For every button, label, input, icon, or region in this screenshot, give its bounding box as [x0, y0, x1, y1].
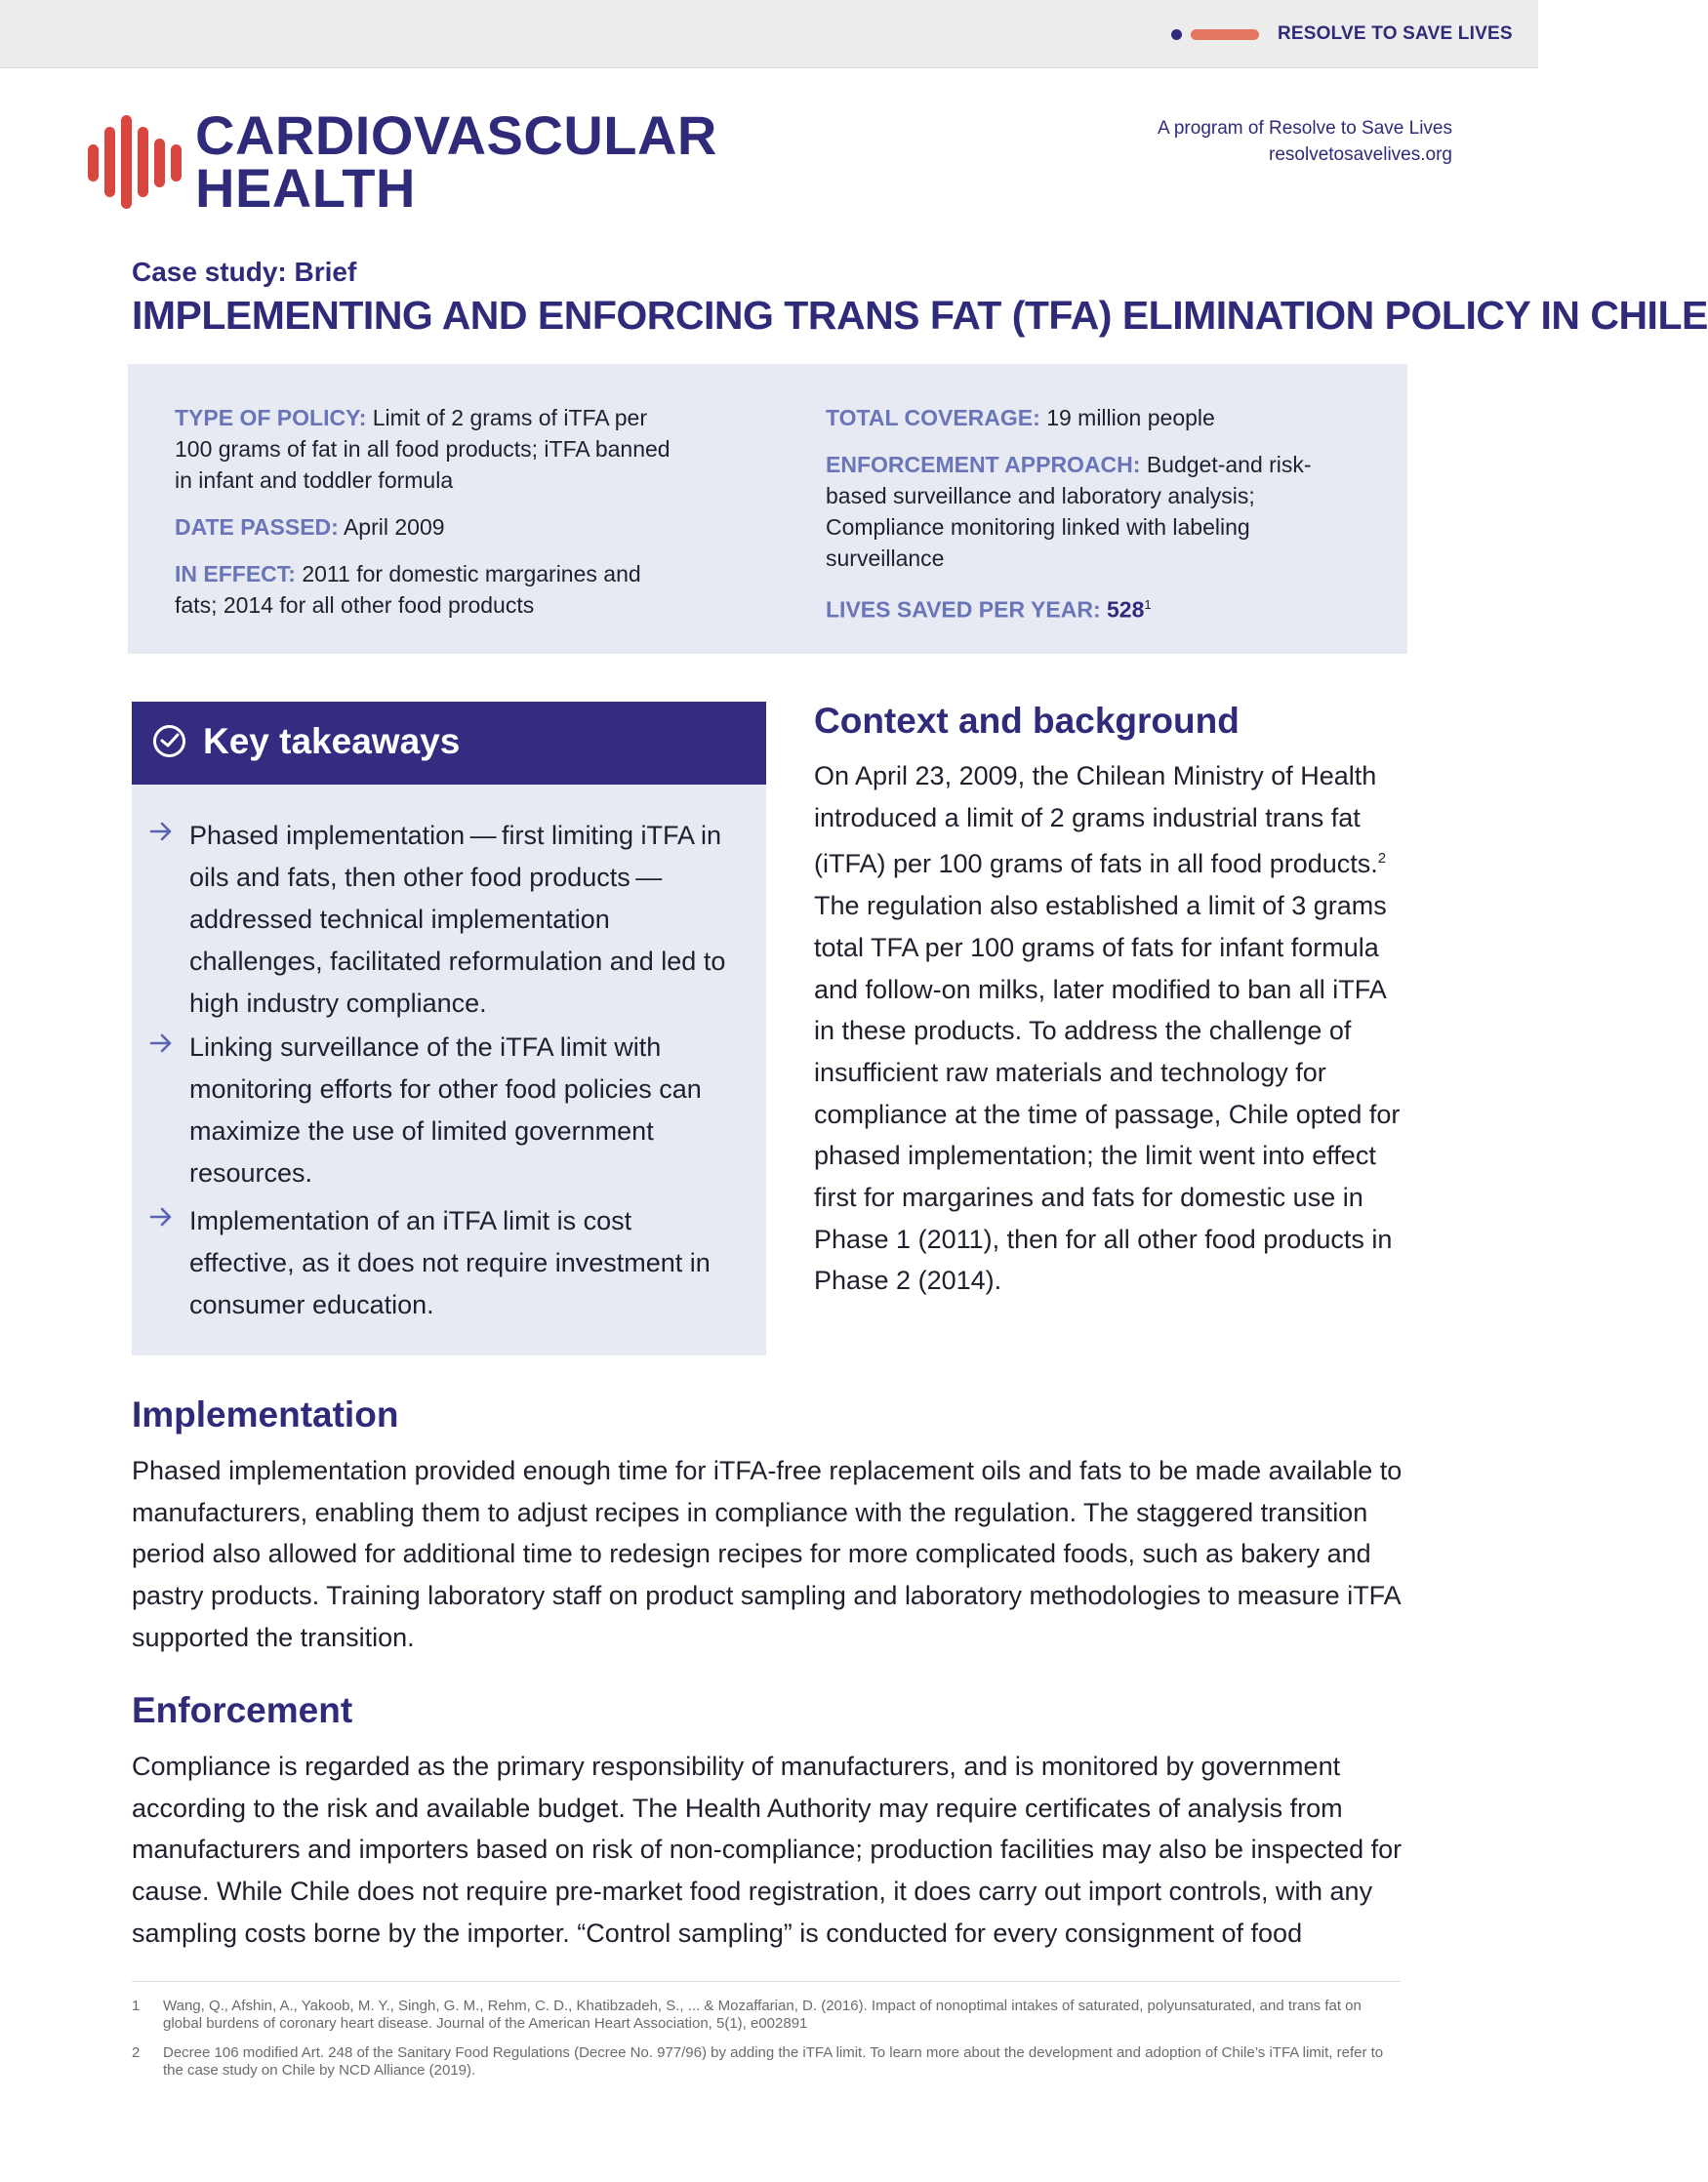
total-coverage-key: TOTAL COVERAGE: — [826, 405, 1040, 430]
heartbeat-bars-icon — [88, 115, 182, 209]
policy-right-column — [826, 402, 1372, 641]
type-of-policy-key: TYPE OF POLICY: — [175, 405, 367, 430]
takeaway-text: Implementation of an iTFA limit is cost effective, as it does not require investment in consumer education. — [189, 1206, 711, 1319]
footnote-number: 2 — [132, 2044, 141, 2061]
arrow-right-icon — [149, 1032, 173, 1054]
context-heading: Context and background — [814, 701, 1240, 741]
enforcement-approach-value: Budget-and risk-based surveillance and laboratory analysis; Compliance monitoring linked with labeling surveillance — [826, 452, 1312, 571]
program-tagline: A program of Resolve to Save Lives — [1157, 118, 1452, 139]
implementation-heading: Implementation — [132, 1394, 399, 1434]
page-title: IMPLEMENTING AND ENFORCING TRANS FAT (TFA) ELIMINATION POLICY IN CHILE — [132, 293, 1708, 338]
context-paragraph — [814, 755, 1409, 1302]
in-effect-value: 2011 for domestic margarines and fats; 2014 for all other food products — [175, 561, 641, 618]
takeaway-text: Linking surveillance of the iTFA limit with monitoring efforts for other food policies can maximize the use of limited government resources. — [189, 1032, 702, 1188]
program-logo — [195, 104, 717, 219]
enforcement-approach-key: ENFORCEMENT APPROACH: — [826, 452, 1141, 477]
program-info — [1158, 115, 1452, 168]
date-passed-key: DATE PASSED: — [175, 514, 339, 540]
top-bar — [0, 0, 1538, 68]
in-effect-key: IN EFFECT: — [175, 561, 296, 586]
enforcement-heading: Enforcement — [132, 1690, 353, 1730]
context-text-b: The regulation also established a limit of 3 grams total TFA per 100 grams of fats for infant formula and follow-on milks, later modified to ban all iTFA in these products. To address the challenge of insufficient raw materials and technology for compliance at the time of passage, Chile opted for phased implementation; the limit went into effect first for margarines and fats for domestic use in Phase 1 (2011), then for all other food products in Phase 2 (2014). — [814, 891, 1401, 1296]
policy-summary-box — [128, 364, 1407, 654]
footnote-text: Decree 106 modified Art. 248 of the Sanitary Food Regulations (Decree No. 977/96) by adding the iTFA limit. To learn more about the development and adoption of Chile’s iTFA limit, refer to the case study on Chile by NCD Alliance (2019). — [163, 2044, 1384, 2079]
total-coverage-value: 19 million people — [1046, 405, 1215, 430]
lives-saved-value: 528 — [1107, 596, 1145, 623]
arrow-right-icon — [149, 1206, 173, 1228]
takeaway-text: Phased implementation — first limiting iTFA in oils and fats, then other food products — addressed technical implementation challenges, facilitated reformulation and led to high industry compliance. — [189, 821, 726, 1018]
footnote-ref-2[interactable]: 2 — [1377, 850, 1387, 868]
brand-dot-icon — [1171, 29, 1182, 40]
logo-line-1: CARDIOVASCULAR — [195, 104, 717, 166]
enforcement-paragraph: Compliance is regarded as the primary responsibility of manufacturers, and is monitored by government according to the risk and available budget. The Health Authority may require certificates of analysis from manufacturers and importers based on risk of non-compliance; production facilities may also be inspected for cause. While Chile does not require pre-market food registration, it does carry out import controls, with any sampling costs borne by the importer. “Control sampling” is conducted for every consignment of food — [132, 1752, 1403, 1948]
footnote-number: 1 — [132, 1998, 141, 2014]
brand-pill-icon — [1191, 29, 1259, 40]
footnote-text: Wang, Q., Afshin, A., Yakoob, M. Y., Singh, G. M., Rehm, C. D., Khatibzadeh, S., ... & Mozaffarian, D. (2016). Impact of nonoptimal intakes of saturated, polyunsaturated, and trans fat on global burdens of coronary heart disease. Journal of the American Heart Association, 5(1), e002891 — [163, 1998, 1362, 2032]
date-passed-value: April 2009 — [343, 514, 445, 540]
footnote-divider — [132, 1981, 1401, 1982]
top-brand-label: RESOLVE TO SAVE LIVES — [1278, 23, 1513, 44]
policy-left-column — [175, 402, 682, 636]
key-takeaways-header — [132, 702, 766, 785]
key-takeaways-list — [132, 785, 766, 1355]
type-of-policy-value: Limit of 2 grams of iTFA per 100 grams of fat in all food products; iTFA banned in infant and toddler formula — [175, 405, 671, 493]
check-circle-icon — [153, 725, 185, 757]
program-url-link[interactable]: resolvetosavelives.org — [1269, 144, 1452, 165]
case-label: Case study: Brief — [132, 257, 357, 287]
arrow-right-icon — [149, 821, 173, 842]
footnote-ref-1[interactable]: 1 — [1144, 597, 1152, 612]
logo-line-2: HEALTH — [195, 157, 416, 219]
key-takeaways-title: Key takeaways — [203, 721, 461, 761]
lives-saved-key: LIVES SAVED PER YEAR: — [826, 596, 1101, 623]
implementation-paragraph: Phased implementation provided enough time for iTFA-free replacement oils and fats to be made available to manufacturers, enabling them to adjust recipes in compliance with the regulation. The staggered transition period also allowed for additional time to redesign recipes for more complicated foods, such as bakery and pastry products. Training laboratory staff on product sampling and laboratory methodologies to measure iTFA supported the transition. — [132, 1456, 1403, 1652]
context-text-a: On April 23, 2009, the Chilean Ministry of Health introduced a limit of 2 grams industrial trans fat (iTFA) per 100 grams of fats in all food products. — [814, 761, 1378, 879]
